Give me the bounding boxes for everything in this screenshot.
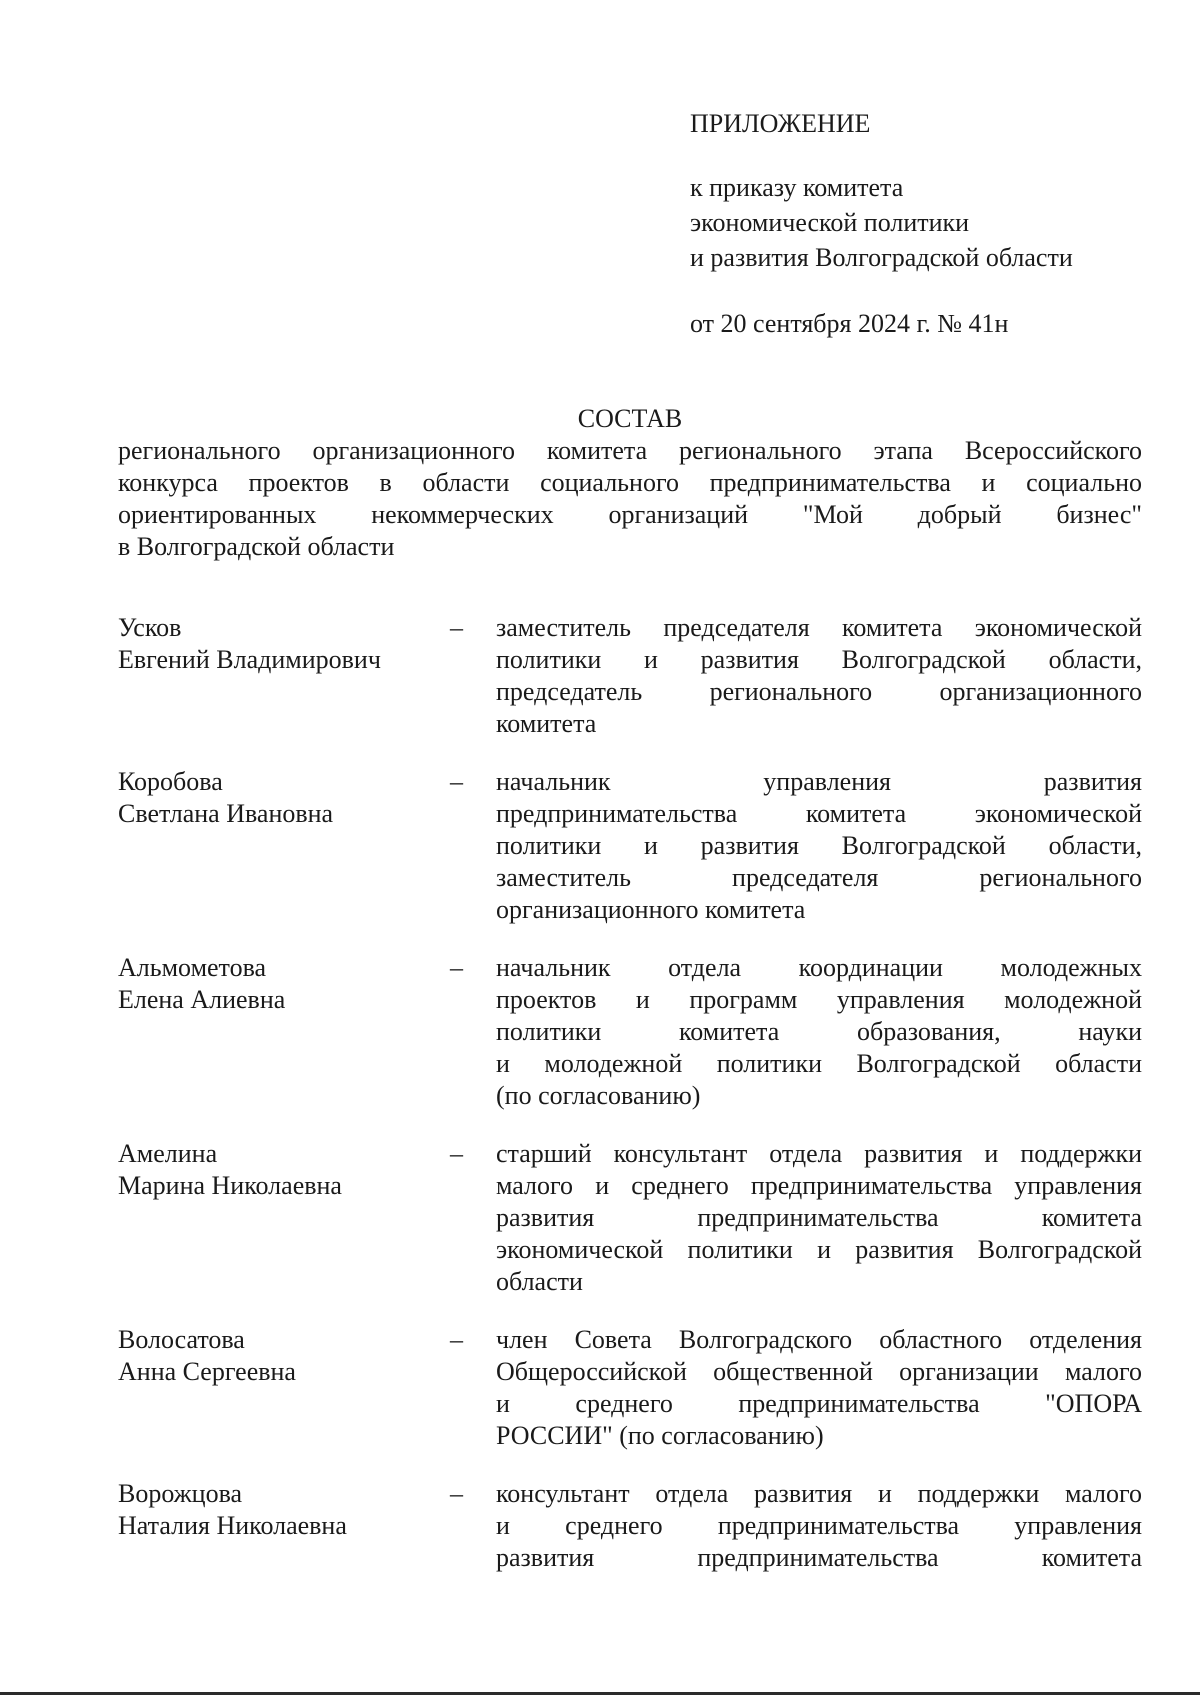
member-name	[118, 1138, 438, 1202]
heading-title: СОСТАВ	[577, 404, 683, 433]
member-dash: –	[450, 1139, 463, 1168]
document-heading	[118, 403, 1142, 563]
member-dash: –	[450, 953, 463, 982]
member-entry	[118, 952, 1142, 1112]
member-name	[118, 766, 438, 830]
member-description	[496, 612, 1142, 740]
appendix-line: экономической политики	[690, 208, 970, 237]
member-given-names: Анна Сергеевна	[118, 1357, 296, 1386]
member-name	[118, 952, 438, 1016]
member-entry	[118, 766, 1142, 926]
description-line: предпринимательства комитета экономической	[496, 799, 1142, 828]
page-bottom-rule	[0, 1692, 1200, 1695]
member-given-names: Елена Алиевна	[118, 985, 286, 1014]
member-entry	[118, 1138, 1142, 1298]
description-line: проектов и программ управления молодежной	[496, 985, 1142, 1014]
member-description	[496, 1478, 1142, 1574]
description-line: начальник отдела координации молодежных	[496, 953, 1142, 982]
member-dash: –	[450, 1479, 463, 1508]
member-entry	[118, 1478, 1142, 1574]
member-given-names: Наталия Николаевна	[118, 1511, 347, 1540]
description-line: Общероссийской общественной организации малого	[496, 1357, 1142, 1386]
member-dash: –	[450, 1325, 463, 1354]
description-line: экономической политики и развития Волгоградской	[496, 1235, 1142, 1264]
description-line: политики и развития Волгоградской области,	[496, 645, 1142, 674]
member-dash: –	[450, 613, 463, 642]
member-surname: Усков	[118, 613, 182, 642]
description-line: член Совета Волгоградского областного отделения	[496, 1325, 1142, 1354]
appendix-title: ПРИЛОЖЕНИЕ	[690, 109, 871, 138]
member-description	[496, 766, 1142, 926]
member-entry	[118, 1324, 1142, 1452]
description-line: РОССИИ" (по согласованию)	[496, 1421, 824, 1450]
description-line: старший консультант отдела развития и поддержки	[496, 1139, 1142, 1168]
heading-line: регионального организационного комитета регионального этапа Всероссийского	[118, 436, 1142, 465]
member-dash: –	[450, 767, 463, 796]
appendix-line: и развития Волгоградской области	[690, 243, 1073, 272]
heading-subtitle	[118, 435, 1142, 563]
member-given-names: Евгений Владимирович	[118, 645, 381, 674]
description-line: председатель регионального организационного	[496, 677, 1142, 706]
description-line: области	[496, 1267, 583, 1296]
member-description	[496, 952, 1142, 1112]
description-line: малого и среднего предпринимательства управления	[496, 1171, 1142, 1200]
description-line: заместитель председателя регионального	[496, 863, 1142, 892]
appendix-reference	[690, 170, 1160, 275]
description-line: заместитель председателя комитета экономической	[496, 613, 1142, 642]
member-name	[118, 1324, 438, 1388]
description-line: развития предпринимательства комитета	[496, 1203, 1142, 1232]
heading-line: ориентированных некоммерческих организаций "Мой добрый бизнес"	[118, 500, 1142, 529]
member-surname: Амелина	[118, 1139, 218, 1168]
member-surname: Волосатова	[118, 1325, 245, 1354]
description-line: комитета	[496, 709, 597, 738]
description-line: политики комитета образования, науки	[496, 1017, 1142, 1046]
description-line: и молодежной политики Волгоградской области	[496, 1049, 1142, 1078]
member-given-names: Светлана Ивановна	[118, 799, 334, 828]
member-surname: Ворожцова	[118, 1479, 243, 1508]
description-line: начальник управления развития	[496, 767, 1142, 796]
heading-line: конкурса проектов в области социального предпринимательства и социально	[118, 468, 1142, 497]
member-description	[496, 1324, 1142, 1452]
appendix-block	[690, 106, 1160, 341]
member-surname: Коробова	[118, 767, 223, 796]
order-date: от 20 сентября 2024 г. № 41н	[690, 309, 1009, 338]
member-surname: Альмометова	[118, 953, 267, 982]
member-entry	[118, 612, 1142, 740]
member-name	[118, 612, 438, 676]
members-list	[118, 612, 1142, 1600]
description-line: организационного комитета	[496, 895, 806, 924]
description-line: консультант отдела развития и поддержки малого	[496, 1479, 1142, 1508]
appendix-line: к приказу комитета	[690, 173, 904, 202]
heading-line: в Волгоградской области	[118, 532, 395, 561]
description-line: развития предпринимательства комитета	[496, 1543, 1142, 1572]
description-line: (по согласованию)	[496, 1081, 701, 1110]
description-line: и среднего предпринимательства управления	[496, 1511, 1142, 1540]
description-line: политики и развития Волгоградской области,	[496, 831, 1142, 860]
description-line: и среднего предпринимательства "ОПОРА	[496, 1389, 1142, 1418]
member-name	[118, 1478, 438, 1542]
member-given-names: Марина Николаевна	[118, 1171, 342, 1200]
member-description	[496, 1138, 1142, 1298]
